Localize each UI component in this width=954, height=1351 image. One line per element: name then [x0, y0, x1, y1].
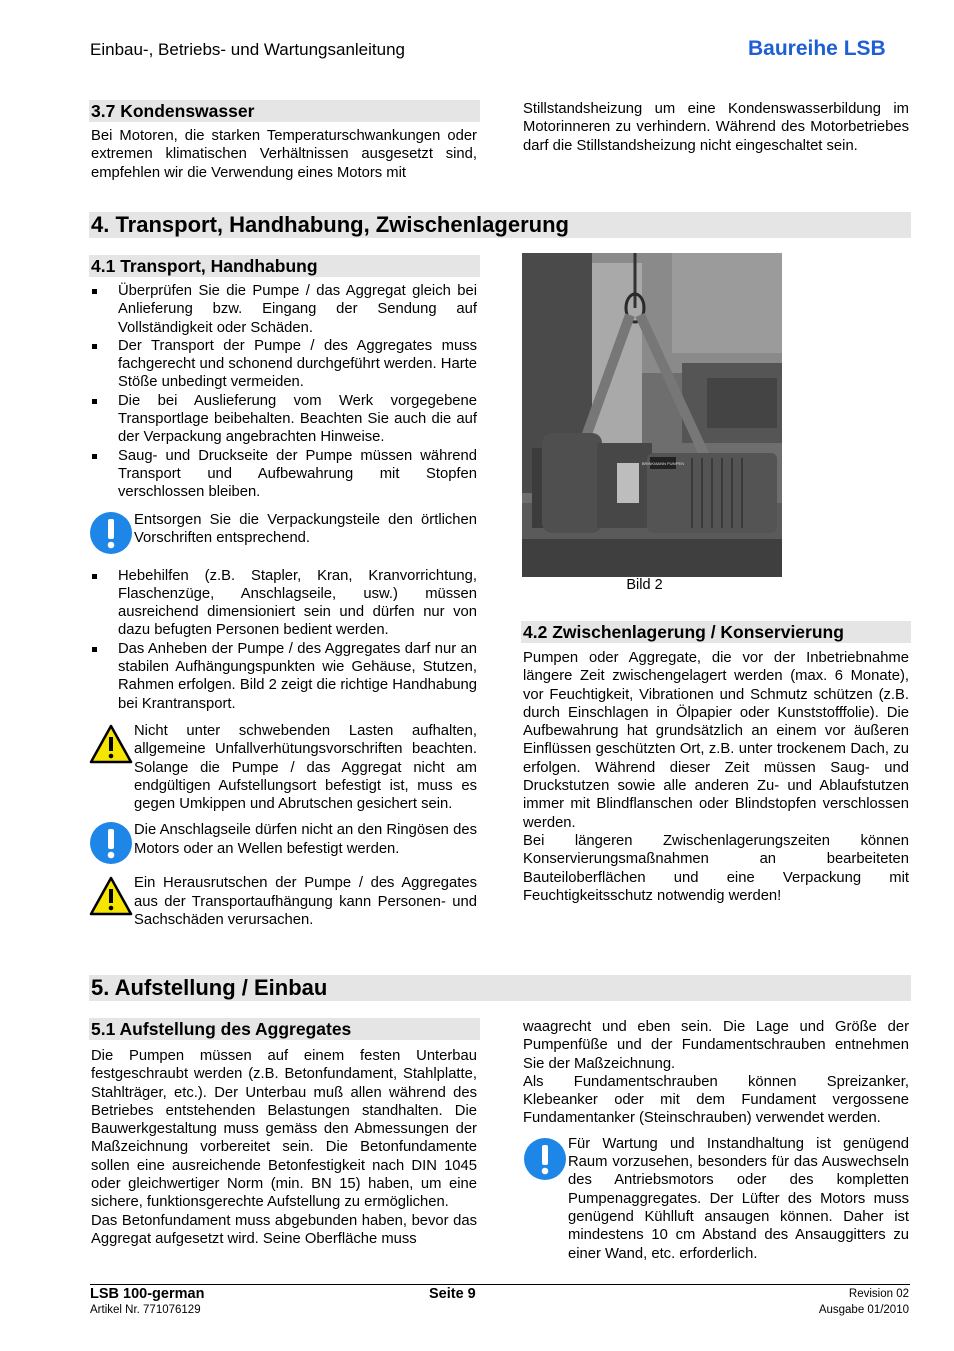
info-exclamation-icon: [523, 1137, 567, 1181]
list-item: Hebehilfen (z.B. Stapler, Kran, Kranvorrichtung, Flaschenzüge, Anschlagseile, usw.) müssen ausreichend dimensioniert sein und dürfen nur von dazu befugten Personen bedient werden.: [89, 567, 477, 640]
footer-edition: Ausgabe 01/2010: [818, 1304, 909, 1316]
section-5-1-paragraph-3: waagrecht und eben sein. Die Lage und Größe der Pumpenfüße und der Fundamentschrauben entnehmen Sie der Maßzeichnung.: [523, 1019, 909, 1072]
info-note-2-text: Die Anschlagseile dürfen nicht an den Ringösen des Motors oder an Wellen befestigt werden.: [134, 822, 477, 857]
pump-crane-photo: [522, 253, 782, 577]
footer-revision: Revision 02: [848, 1288, 909, 1300]
footer-divider: [90, 1284, 910, 1285]
section-4-1-title: 4.1 Transport, Handhabung: [89, 255, 480, 277]
footer-article-number: Artikel Nr. 771076129: [90, 1304, 201, 1316]
list-item: Das Anheben der Pumpe / des Aggregates darf nur an stabilen Aufhängungspunkten wie Gehäuse, Stutzen, Rahmen erfolgen. Bild 2 zeigt die richtige Handhabung bei Krantransport.: [89, 640, 477, 713]
warning-triangle-icon: [89, 876, 133, 916]
info-exclamation-icon: [89, 511, 133, 555]
warning-triangle-icon: [89, 724, 133, 764]
section-4-2-paragraph-1: Pumpen oder Aggregate, die vor der Inbetriebnahme längere Zeit zwischengelagert werden (max. 6 Monate), vor Feuchtigkeit, Vibrationen und Schmutz schützen (z.B. durch Einschlagen in Ölpapier oder Kunststofffolie). Die Aufbewahrung hat grundsätzlich an einem vor äußeren Einflüssen geschützten Ort, z.B. unter trockenem Dach, zu erfolgen. Während dieser Zeit müssen Saug- und Druckstutzen sowie alle anderen Zu- und Ablaufstutzen immer mit Blindflanschen oder Blindstopfen verschlossen werden.: [523, 650, 909, 831]
header-series: Baureihe LSB: [748, 37, 886, 60]
warning-note-2: [89, 874, 477, 929]
list-item: Die bei Auslieferung vom Werk vorgegebene Transportlage beibehalten. Beachten Sie auch die auf der Verpackung angebrachten Hinweise.: [89, 392, 477, 447]
info-exclamation-icon: [89, 821, 133, 865]
section-5-1-body-left: [91, 1047, 477, 1248]
warning-note-2-text: Ein Herausrutschen der Pumpe / des Aggregates aus der Transportaufhängung kann Personen- und Sachschäden verursachen.: [134, 875, 477, 929]
bullet-list-2: [89, 567, 477, 713]
section-4-1: [89, 255, 480, 929]
figure-caption: Bild 2: [626, 577, 663, 593]
list-item: Überprüfen Sie die Pumpe / das Aggregat gleich bei Anlieferung bzw. Eingang der Sendung auf Vollständigkeit oder Schäden.: [89, 282, 477, 337]
warning-note-1-text: Nicht unter schwebenden Lasten aufhalten, allgemeine Unfallverhütungsvorschriften beachten. Solange die Pumpe / das Aggregat nicht am endgültigen Aufstellungsort befestigt ist, muss es gegen Umkippen und Abrutschen gesichert sein.: [134, 722, 477, 813]
section-3-7-text-left: Bei Motoren, die starken Temperaturschwankungen oder extremen klimatischen Verhältnissen ausgesetzt sind, empfehlen wir die Verwendung eines Motors mit: [91, 128, 477, 181]
footer-doc-id: LSB 100-german: [90, 1286, 205, 1302]
section-5-1-body-right: [523, 1018, 909, 1263]
info-note-3-text: Für Wartung und Instandhaltung ist genügend Raum vorzusehen, besonders für das Auswechseln des Antriebsmotors oder des kompletten Pumpenaggregates. Der Lüfter des Motors muss genügend Kühlluft ansaugen können. Daher ist mindestens 10 cm Abstand des Ansauggitters zu einer Wand, etc. erforderlich.: [568, 1135, 909, 1262]
section-4-2-paragraph-2: Bei längeren Zwischenlagerungszeiten können Konservierungsmaßnahmen an bearbeiteten Bauteiloberflächen und eine Verpackung mit Feuchtigkeitsschutz notwendig werden!: [523, 832, 909, 904]
section-4-title: 4. Transport, Handhabung, Zwischenlagerung: [89, 212, 911, 238]
info-note-1: [89, 511, 477, 555]
section-3-7-text-right: Stillstandsheizung um eine Kondenswasserbildung im Motorinneren zu verhindern. Während des Motorbetriebes darf die Stillstandsheizung nicht eingeschaltet sein.: [523, 101, 909, 154]
list-item: Saug- und Druckseite der Pumpe müssen während Transport und Aufbewahrung mit Stopfen verschlossen bleiben.: [89, 447, 477, 502]
section-5-1-paragraph-1: Die Pumpen müssen auf einem festen Unterbau festgeschraubt werden (z.B. Betonfundament, Stahlplatte, Stahlträger, etc.). Der Unterbau muß allen während des Betriebes entstehenden Belastungen standhalten. Die Bauwerkgestaltung muss gemäss den Abmessungen der Maßzeichnung vorbereitet sein. Die Betonfundamente sollen eine ausreichende Betonfestigkeit nach DIN 1045 oder gleichwertiger Norm (min. BN 15) haben, um eine sichere, funktionsgerechte Aufstellung zu ermöglichen.: [91, 1048, 477, 1211]
info-note-2: [89, 821, 477, 865]
info-note-1-text: Entsorgen Sie die Verpackungsteile den örtlichen Vorschriften entsprechend.: [134, 511, 477, 546]
section-4-2-body: [523, 649, 909, 905]
motor-nameplate: BRINKMANN PUMPEN: [641, 461, 685, 466]
section-4-2-title: 4.2 Zwischenlagerung / Konservierung: [521, 621, 911, 643]
list-item: Der Transport der Pumpe / des Aggregates muss fachgerecht und schonend durchgeführt werden. Harte Stöße unbedingt vermeiden.: [89, 337, 477, 392]
section-3-7-title: 3.7 Kondenswasser: [89, 100, 480, 122]
section-5-1-paragraph-4: Als Fundamentschrauben können Spreizanker, Klebeanker oder mit dem Fundament vergossene Fundamentanker (Steinschrauben) verwendet werden.: [523, 1073, 909, 1127]
header-title: Einbau-, Betriebs- und Wartungsanleitung: [90, 40, 405, 59]
info-note-3: [523, 1135, 909, 1263]
section-5-1-paragraph-2: Das Betonfundament muss abgebunden haben, bevor das Aggregat aufgesetzt wird. Seine Oberfläche muss: [91, 1212, 477, 1247]
section-5-1-title: 5.1 Aufstellung des Aggregates: [89, 1018, 480, 1040]
footer-page-number: Seite 9: [429, 1286, 476, 1302]
bullet-list-1: [89, 282, 477, 502]
section-5-title: 5. Aufstellung / Einbau: [89, 975, 911, 1001]
warning-note-1: [89, 722, 477, 813]
